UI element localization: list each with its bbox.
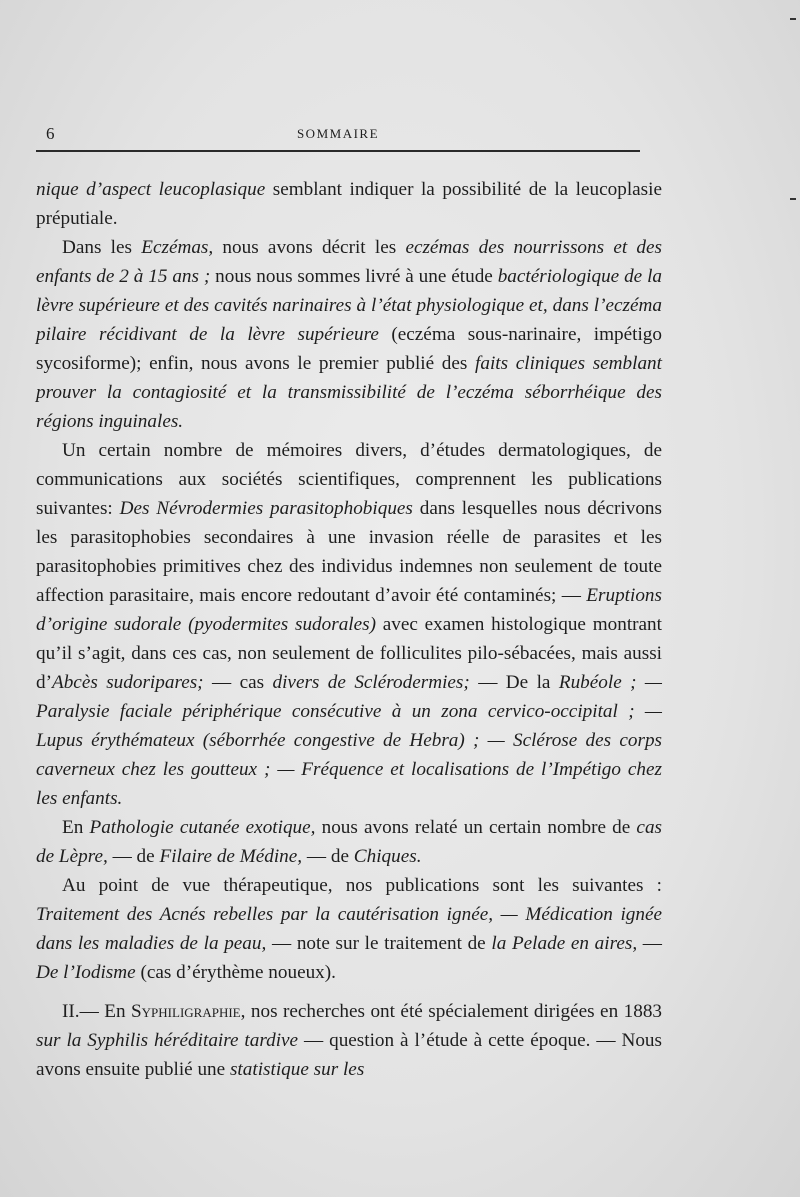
text-segment: — note sur le traitement de	[266, 933, 492, 954]
text-segment: nous avons relaté un certain nombre de	[315, 817, 637, 838]
italic-text: nique d’aspect leucoplasique	[36, 179, 266, 200]
small-caps-text: Syphiligraphie,	[131, 1001, 246, 1022]
text-segment: — de	[302, 846, 354, 867]
italic-text: statistique sur les	[229, 1059, 365, 1080]
running-title: SOMMAIRE	[296, 126, 380, 141]
italic-text: Abcès sudoripares;	[51, 672, 204, 693]
text-segment: nos recherches ont été spécialement dirigées en 1883	[245, 1001, 663, 1022]
italic-text: eczémas des nourrissons et des enfants de 2 à 15 ans ;	[36, 237, 662, 287]
text-segment: (cas d’érythème noueux).	[135, 962, 336, 983]
italic-text: bactériologique de la lèvre supérieure et des cavités narinaires à l’état physiologique et, dans l’eczéma pilaire récidivant de la lèvre supérieure	[36, 266, 663, 345]
paragraph-3	[36, 436, 662, 813]
text-segment: —	[637, 933, 662, 954]
italic-text: Traitement des Acnés rebelles par la cautérisation ignée, — Médication ignée dans les maladies de la peau,	[36, 904, 662, 954]
edge-mark-top	[790, 18, 796, 20]
text-segment: semblant indiquer la possibilité de la leucoplasie préputiale.	[36, 179, 662, 229]
paragraph-1	[36, 175, 662, 233]
page-number: 6	[46, 124, 55, 143]
text-segment: — cas	[203, 672, 273, 693]
text-segment: Dans les	[62, 237, 142, 258]
paragraph-6	[36, 997, 662, 1084]
text-segment: — De la	[469, 672, 559, 693]
italic-text: De l’Iodisme	[36, 962, 136, 983]
text-segment: nous nous sommes livré à une étude	[210, 266, 498, 287]
paragraph-4	[36, 813, 662, 871]
text-segment: En	[62, 817, 90, 838]
italic-text: sur la Syphilis héréditaire tardive	[36, 1030, 299, 1051]
italic-text: faits cliniques semblant prouver la contagiosité et la transmissibilité de l’eczéma séborrhéique des régions inguinales.	[36, 353, 662, 432]
italic-text: Chiques.	[353, 846, 422, 867]
text-segment: II.— En	[62, 1001, 131, 1022]
italic-text: divers de Sclérodermies;	[272, 672, 470, 693]
text-segment: nous avons décrit les	[213, 237, 406, 258]
italic-text: Des Névrodermies parasitophobiques	[119, 498, 413, 519]
italic-text: Rubéole ; — Paralysie faciale périphérique consécutive à un zona cervico-occipital ; — Lupus érythémateux (séborrhée congestive de Hebra) ; — Sclérose des corps caverneux chez les goutteux ; — Fréquence et localisations de l’Impétigo chez les enfants.	[36, 672, 662, 809]
text-segment: — question à l’étude à cette époque. — Nous avons ensuite publié une	[36, 1030, 662, 1080]
header-rule	[36, 150, 640, 152]
italic-text: cas de Lèpre,	[36, 817, 662, 867]
text-segment: Au point de vue thérapeutique, nos publications sont les suivantes :	[62, 875, 662, 896]
italic-text: Filaire de Médine,	[159, 846, 303, 867]
paragraph-2	[36, 233, 662, 436]
text-segment: avec examen histologique montrant qu’il s’agit, dans ces cas, non seulement de folliculites pilo-sébacées, mais aussi d’	[36, 614, 662, 693]
page-header	[36, 124, 640, 148]
italic-text: Pathologie cutanée exotique,	[89, 817, 316, 838]
text-segment: dans lesquelles nous décrivons les parasitophobies secondaires à une invasion réelle de parasites et les parasitophobies primitives chez des individus indemnes non seulement de toute affection parasitaire, mais encore redoutant d’avoir été contaminés; —	[36, 498, 662, 606]
italic-text: Eruptions d’origine sudorale (pyodermites sudorales)	[36, 585, 662, 635]
text-segment: — de	[107, 846, 160, 867]
italic-text: Eczémas,	[141, 237, 214, 258]
italic-text: la Pelade en aires,	[491, 933, 638, 954]
body-text	[36, 175, 662, 1084]
paragraph-5	[36, 871, 662, 987]
text-segment: Un certain nombre de mémoires divers, d’études dermatologiques, de communications aux sociétés scientifiques, comprennent les publications suivantes:	[36, 440, 662, 519]
edge-mark-middle	[790, 198, 796, 200]
text-segment: (eczéma sous-narinaire, impétigo sycosiforme); enfin, nous avons le premier publié des	[36, 324, 662, 374]
